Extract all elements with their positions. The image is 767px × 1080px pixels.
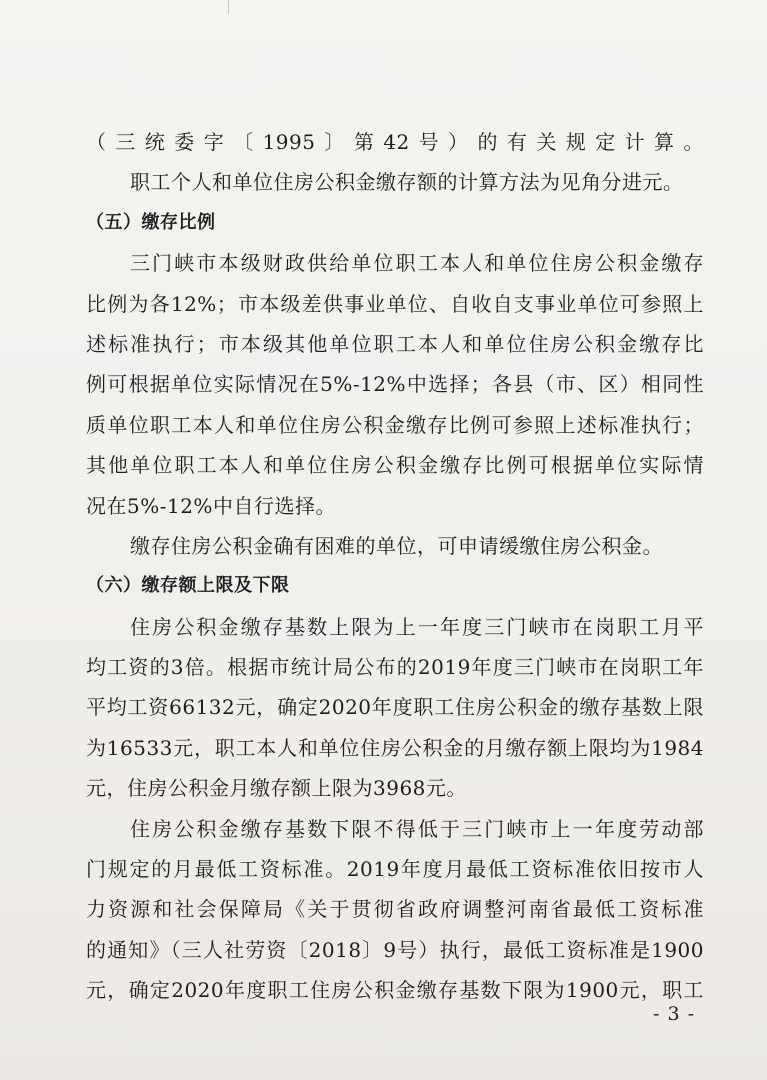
paragraph-line: 质单位职工本人和单位住房公积金缴存比例可参照上述标准执行； <box>86 412 704 437</box>
page-number: - 3 - <box>652 1003 695 1025</box>
paragraph-line: 门规定的月最低工资标准。2019年度月最低工资标准依旧按市人 <box>86 857 704 882</box>
paragraph-line: 住房公积金缴存基数下限不得低于三门峡市上一年度劳动部 <box>130 816 704 841</box>
section-heading-5: （五）缴存比例 <box>86 211 216 233</box>
paragraph-line: 均工资的3倍。根据市统计局公布的2019年度三门峡市在岗职工年 <box>86 655 704 680</box>
paragraph-line: 平均工资66132元，确定2020年度职工住房公积金的缴存基数上限 <box>86 695 704 720</box>
section-heading-6: （六）缴存额上限及下限 <box>86 575 290 597</box>
paragraph-line: 况在5%-12%中自行选择。 <box>86 493 336 518</box>
paragraph-line: 力资源和社会保障局《关于贯彻省政府调整河南省最低工资标准 <box>86 897 704 922</box>
paragraph-line: 三门峡市本级财政供给单位职工本人和单位住房公积金缴存 <box>130 251 704 276</box>
paragraph-line: 述标准执行；市本级其他单位职工本人和单位住房公积金缴存比 <box>86 331 704 356</box>
paragraph-line: 比例为各12%；市本级差供事业单位、自收自支事业单位可参照上 <box>86 291 704 316</box>
paragraph-line: 元，住房公积金月缴存额上限为3968元。 <box>86 776 467 801</box>
paragraph-line: 例可根据单位实际情况在5%-12%中选择；各县（市、区）相同性 <box>86 372 704 397</box>
paragraph-line: （三统委字〔1995〕第42号）的有关规定计算。 <box>86 130 704 154</box>
paragraph-line: 为16533元，职工本人和单位住房公积金的月缴存额上限均为1984 <box>86 735 704 760</box>
paragraph-line: 的通知》（三人社劳资〔2018〕9号）执行，最低工资标准是1900 <box>86 937 704 962</box>
document-body <box>86 122 704 1011</box>
paragraph-line: 住房公积金缴存基数上限为上一年度三门峡市在岗职工月平 <box>130 614 704 639</box>
staple-mark <box>228 0 235 14</box>
paragraph-line: 其他单位职工本人和单位住房公积金缴存比例可根据单位实际情 <box>86 453 704 478</box>
paragraph-line: 职工个人和单位住房公积金缴存额的计算方法为见角分进元。 <box>130 170 684 195</box>
paragraph-line: 元，确定2020年度职工住房公积金缴存基数下限为1900元，职工 <box>86 978 704 1003</box>
paragraph-line: 缴存住房公积金确有困难的单位，可申请缓缴住房公积金。 <box>130 533 663 558</box>
